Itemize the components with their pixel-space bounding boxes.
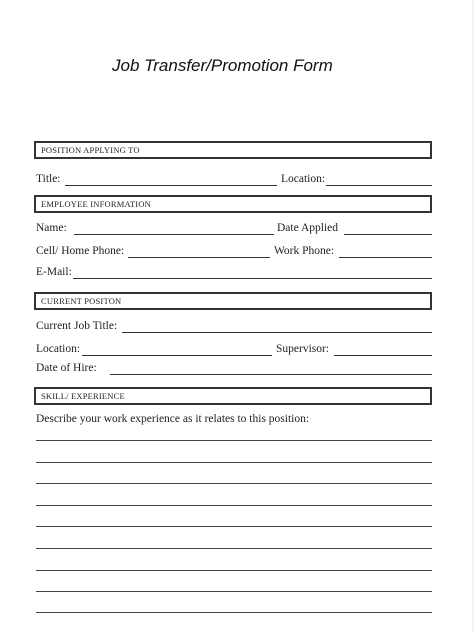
experience-line[interactable]	[36, 570, 432, 571]
name-field[interactable]	[74, 234, 274, 235]
location-current-field[interactable]	[82, 355, 272, 356]
experience-line[interactable]	[36, 591, 432, 592]
experience-line[interactable]	[36, 526, 432, 527]
experience-line[interactable]	[36, 612, 432, 613]
row-email	[36, 266, 434, 282]
date-applied-field[interactable]	[344, 234, 432, 235]
email-label: E-Mail:	[36, 266, 72, 278]
experience-line[interactable]	[36, 505, 432, 506]
name-label: Name:	[36, 222, 67, 234]
title-label: Title:	[36, 173, 61, 185]
experience-line[interactable]	[36, 548, 432, 549]
form-title: Job Transfer/Promotion Form	[112, 56, 333, 75]
email-field[interactable]	[73, 278, 432, 279]
section-current-position: CURRENT POSITON	[34, 292, 432, 310]
current-job-title-field[interactable]	[122, 332, 432, 333]
date-of-hire-field[interactable]	[110, 374, 432, 375]
experience-prompt: Describe your work experience as it relates to this position:	[36, 413, 310, 425]
section-skill-experience: SKILL/ EXPERIENCE	[34, 387, 432, 405]
experience-line[interactable]	[36, 462, 432, 463]
experience-line[interactable]	[36, 440, 432, 441]
cell-phone-label: Cell/ Home Phone:	[36, 245, 125, 257]
section-employee-information: EMPLOYEE INFORMATION	[34, 195, 432, 213]
location-apply-field[interactable]	[326, 185, 432, 186]
row-location-supervisor	[36, 343, 434, 359]
row-current-job-title	[36, 320, 434, 336]
row-title-location	[36, 173, 434, 189]
location-apply-label: Location:	[281, 173, 326, 185]
location-current-label: Location:	[36, 343, 81, 355]
current-job-title-label: Current Job Title:	[36, 320, 118, 332]
date-applied-label: Date Applied	[277, 222, 338, 234]
cell-phone-field[interactable]	[128, 257, 270, 258]
experience-line[interactable]	[36, 483, 432, 484]
date-of-hire-label: Date of Hire:	[36, 362, 97, 374]
section-position-applying: POSITION APPLYING TO	[34, 141, 432, 159]
row-phones	[36, 245, 434, 261]
title-field[interactable]	[65, 185, 277, 186]
work-phone-field[interactable]	[339, 257, 432, 258]
supervisor-label: Supervisor:	[276, 343, 330, 355]
row-name-date	[36, 222, 434, 238]
row-date-of-hire	[36, 362, 434, 378]
work-phone-label: Work Phone:	[274, 245, 335, 257]
supervisor-field[interactable]	[334, 355, 432, 356]
